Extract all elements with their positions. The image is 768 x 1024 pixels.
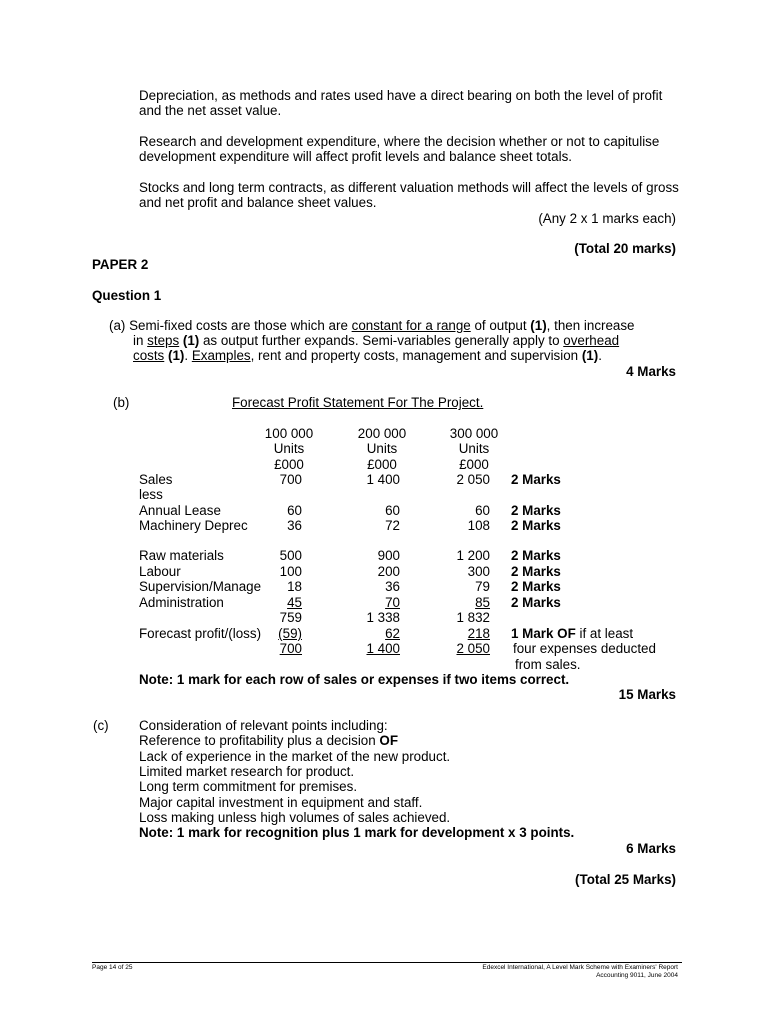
question-heading: Question 1	[92, 288, 162, 303]
footer-title: Edexcel International, A Level Mark Scheme with Examiners' Report Accounting 9011, June 2004	[482, 964, 678, 979]
row-value: 900	[377, 548, 400, 563]
row-mark: 2 Marks	[511, 579, 561, 594]
row-label: Machinery Deprec	[139, 518, 248, 533]
row-label: Raw materials	[139, 548, 224, 563]
footer-rule	[92, 962, 682, 963]
part-c-line-5: Long term commitment for premises.	[139, 779, 358, 794]
part-c-line-6: Major capital investment in equipment and staff.	[139, 795, 423, 810]
footer-page-number: Page 14 of 25	[92, 964, 133, 971]
row-mark: 2 Marks	[511, 503, 561, 518]
part-c-line-7: Loss making unless high volumes of sales achieved.	[139, 810, 451, 825]
row-value: 1 400	[366, 641, 400, 656]
row-value: 500	[279, 548, 302, 563]
row-mark: 2 Marks	[511, 472, 561, 487]
row-value: 60	[475, 503, 490, 518]
paper-heading: PAPER 2	[92, 257, 149, 272]
forecast-title: Forecast Profit Statement For The Project.	[232, 395, 484, 410]
part-b-label: (b)	[113, 395, 130, 410]
col-header-200000: 200 000 Units £000	[357, 426, 407, 472]
row-value: 60	[287, 503, 302, 518]
row-value: 79	[475, 579, 490, 594]
row-value: 108	[467, 518, 490, 533]
part-a-line-3: costs (1). Examples, rent and property costs, management and supervision (1).	[133, 348, 602, 363]
row-value: 700	[279, 472, 302, 487]
row-label: Annual Lease	[139, 503, 221, 518]
row-mark: 2 Marks	[511, 595, 561, 610]
part-b-note: Note: 1 mark for each row of sales or expenses if two items correct.	[139, 672, 570, 687]
row-value: 70	[385, 595, 400, 610]
row-value: 300	[467, 564, 490, 579]
row-value: 36	[287, 518, 302, 533]
part-a-line-2: in steps (1) as output further expands. Semi-variables generally apply to overhead	[133, 333, 620, 348]
row-value: 1 400	[366, 472, 400, 487]
row-value: 1 832	[456, 610, 490, 625]
row-value: 62	[385, 626, 400, 641]
part-c-line-2: Reference to profitability plus a decision OF	[139, 733, 399, 748]
row-label: less	[139, 487, 163, 502]
row-value: 60	[385, 503, 400, 518]
row-label: Sales	[139, 472, 173, 487]
total-20-marks: (Total 20 marks)	[574, 241, 676, 256]
row-value: 700	[279, 641, 302, 656]
row-label: Labour	[139, 564, 181, 579]
row-mark: 2 Marks	[511, 548, 561, 563]
row-label: Forecast profit/(loss)	[139, 626, 262, 641]
any-marks: (Any 2 x 1 marks each)	[538, 211, 676, 226]
col-header-100000: 100 000 Units £000	[264, 426, 314, 472]
row-value: 2 050	[456, 472, 490, 487]
row-value: 218	[467, 626, 490, 641]
col-header-300000: 300 000 Units £000	[449, 426, 499, 472]
row-value: 18	[287, 579, 302, 594]
row-value: 1 338	[366, 610, 400, 625]
row-mark: 2 Marks	[511, 564, 561, 579]
row-value: 200	[377, 564, 400, 579]
total-25-marks: (Total 25 Marks)	[575, 872, 676, 887]
intro-paragraph-stocks: Stocks and long term contracts, as different valuation methods will affect the levels of gross and net profit and balance sheet values.	[139, 180, 679, 211]
row-value: 100	[279, 564, 302, 579]
row-note: from sales.	[515, 657, 581, 672]
row-value: 72	[385, 518, 400, 533]
row-label: Supervision/Manage	[139, 579, 262, 594]
row-value: 85	[475, 595, 490, 610]
row-mark: 1 Mark OF if at least	[511, 626, 634, 641]
part-b-marks: 15 Marks	[618, 687, 676, 702]
row-value: 1 200	[456, 548, 490, 563]
part-a-marks: 4 Marks	[626, 364, 676, 379]
intro-paragraph-depreciation: Depreciation, as methods and rates used have a direct bearing on both the level of profit and the net asset value.	[139, 88, 663, 119]
row-value: (59)	[278, 626, 302, 641]
part-c-line-4: Limited market research for product.	[139, 764, 355, 779]
part-c-line-1: Consideration of relevant points including:	[139, 718, 388, 733]
part-a-line-1: (a) Semi-fixed costs are those which are constant for a range of output (1), then increase	[109, 318, 635, 333]
row-value: 45	[287, 595, 302, 610]
row-value: 2 050	[456, 641, 490, 656]
part-c-note: Note: 1 mark for recognition plus 1 mark for development x 3 points.	[139, 825, 575, 840]
intro-paragraph-research: Research and development expenditure, where the decision whether or not to capitulise development expenditure will affect profit levels and balance sheet totals.	[139, 134, 660, 165]
part-c-marks: 6 Marks	[626, 841, 676, 856]
row-value: 759	[279, 610, 302, 625]
row-note: four expenses deducted	[513, 641, 656, 656]
row-mark: 2 Marks	[511, 518, 561, 533]
row-label: Administration	[139, 595, 224, 610]
part-c-label: (c)	[93, 718, 109, 733]
row-value: 36	[385, 579, 400, 594]
part-c-line-3: Lack of experience in the market of the new product.	[139, 749, 451, 764]
